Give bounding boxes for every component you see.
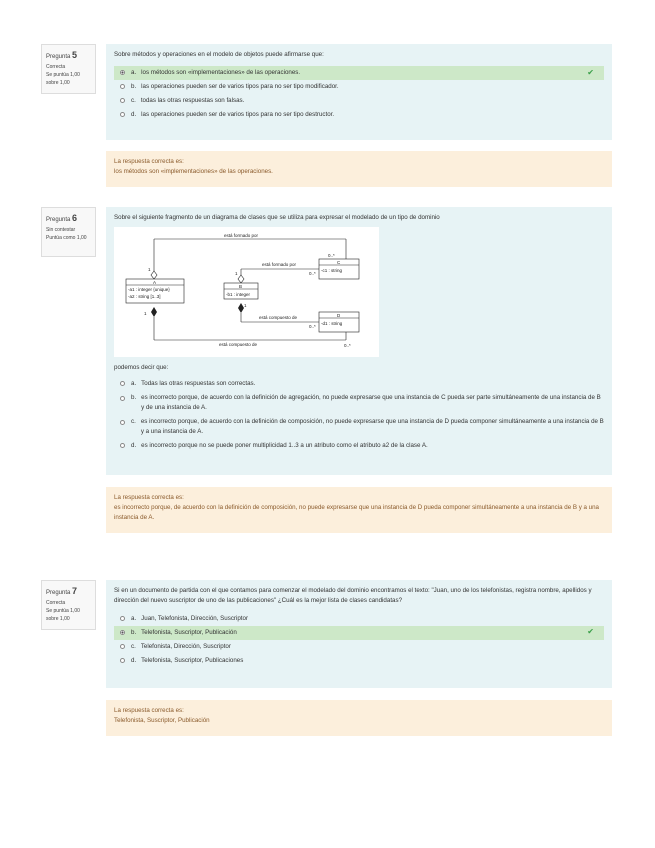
class-a-attr1: -a1 : integer {unique} xyxy=(128,286,170,292)
question-content-7 xyxy=(106,580,612,688)
answer-option-c[interactable]: c. es incorrecto porque, de acuerdo con la definición de composición, no puede expresarse que una instancia de D pueda componer simultáneamente a una instancia de B y a una instancia de A. xyxy=(114,415,604,439)
question-subtext: podemos decir que: xyxy=(114,363,169,371)
answer-option-d[interactable]: d. Telefonista, Suscriptor, Publicaciones xyxy=(114,654,604,668)
radio-icon[interactable] xyxy=(120,644,125,649)
class-c-name: C xyxy=(337,259,341,265)
feedback-5 xyxy=(106,151,612,187)
radio-icon[interactable] xyxy=(120,98,125,103)
radio-selected-icon[interactable] xyxy=(120,70,125,75)
composition-diamond-a xyxy=(151,307,157,317)
mult-top-one: 1 xyxy=(148,266,151,272)
radio-icon[interactable] xyxy=(120,616,125,621)
answer-option-b[interactable]: b. Telefonista, Suscriptor, Publicación ✔ xyxy=(114,626,604,640)
radio-icon[interactable] xyxy=(120,84,125,89)
radio-selected-icon[interactable] xyxy=(120,630,125,635)
question-text: Sobre el siguiente fragmento de un diagrama de clases que se utiliza para expresar el modelado de un tipo de dominio xyxy=(114,214,440,221)
mult-mid-one: 1 xyxy=(235,270,238,276)
answer-option-a[interactable]: a. Juan, Telefonista, Dirección, Suscriptor xyxy=(114,612,604,626)
feedback-6 xyxy=(106,487,612,533)
question-status: Correcta xyxy=(46,63,66,70)
mult-low-many: 0..* xyxy=(309,323,316,329)
relation-label-low: está compuesto de xyxy=(259,314,298,320)
question-number: Pregunta 6 xyxy=(46,213,78,223)
question-info-6 xyxy=(41,207,96,257)
answer-option-b[interactable]: b. las operaciones pueden ser de varios tipos para no ser tipo modificador. xyxy=(114,80,604,94)
answer-option-c[interactable]: c. todas las otras respuestas son falsas. xyxy=(114,94,604,108)
feedback-text: los métodos son «implementaciones» de las operaciones. xyxy=(114,167,273,175)
checkmark-icon: ✔ xyxy=(587,627,594,637)
feedback-text: Telefonista, Suscriptor, Publicación xyxy=(114,716,210,724)
class-diagram xyxy=(114,227,379,357)
answer-option-c[interactable]: c. Telefonista, Dirección, Suscriptor xyxy=(114,640,604,654)
question-info-7 xyxy=(41,580,96,630)
feedback-7 xyxy=(106,700,612,736)
question-text: Si en un documento de partida con el que contamos para comenzar el modelado del dominio encontramos el texto: "Juan, uno de los telefonistas, registra nombre, apellidos y dirección del nuevo suscriptor de uno de las publicaciones" ¿Cuál es la mejor lista de clases candidatas? xyxy=(114,587,592,604)
feedback-text: es incorrecto porque, de acuerdo con la definición de composición, no puede expresarse que una instancia de D pueda componer simultáneamente a una instancia de B y a una instancia de A. xyxy=(114,503,599,521)
radio-icon[interactable] xyxy=(120,381,125,386)
class-a-attr2: -a2 : string [1..3] xyxy=(128,293,161,299)
radio-icon[interactable] xyxy=(120,396,125,401)
class-b-name: B xyxy=(239,283,243,289)
aggregation-diamond-a xyxy=(151,271,157,279)
mult-mid-many: 0..* xyxy=(309,270,316,276)
class-c-attr: -c1 : string xyxy=(321,267,343,273)
mult-low-one-b: 1 xyxy=(244,302,247,308)
relation-label-top: está formado por xyxy=(224,232,259,238)
question-score: Puntúa como 1,00 xyxy=(46,234,87,241)
feedback-title: La respuesta correcta es: xyxy=(114,494,184,501)
question-number: Pregunta 7 xyxy=(46,586,78,596)
feedback-title: La respuesta correcta es: xyxy=(114,707,184,714)
question-status: Sin contestar xyxy=(46,226,76,233)
radio-icon[interactable] xyxy=(120,112,125,117)
relation-label-mid: está formado por xyxy=(262,261,297,267)
question-number: Pregunta 5 xyxy=(46,50,78,60)
question-info-5 xyxy=(41,44,96,94)
answer-option-d[interactable]: d. las operaciones pueden ser de varios tipos para no ser tipo destructor. xyxy=(114,108,604,122)
mult-bottom-many: 0..* xyxy=(344,342,351,348)
radio-icon[interactable] xyxy=(120,420,125,425)
question-score: Se puntúa 1,00 sobre 1,00 xyxy=(46,607,80,622)
class-d-name: D xyxy=(337,312,341,318)
answer-option-d[interactable]: d. es incorrecto porque no se puede poner multiplicidad 1..3 a un atributo como el atributo a2 de la clase A. xyxy=(114,439,604,453)
answer-option-a[interactable]: a. Todas las otras respuestas son correctas. xyxy=(114,377,604,391)
mult-top-many: 0..* xyxy=(328,252,335,258)
answer-option-b[interactable]: b. es incorrecto porque, de acuerdo con la definición de agregación, no puede expresarse que una instancia de C pueda ser parte simultáneamente de una instancia de B y de una instancia de A. xyxy=(114,391,604,415)
question-status: Correcta xyxy=(46,599,66,606)
question-text: Sobre métodos y operaciones en el modelo de objetos puede afirmarse que: xyxy=(114,51,324,58)
class-d-attr: -d1 : string xyxy=(321,320,343,326)
checkmark-icon: ✔ xyxy=(587,67,594,77)
question-content-5 xyxy=(106,44,612,140)
mult-low-one-a: 1 xyxy=(144,310,147,316)
relation-label-bottom: está compuesto de xyxy=(219,341,258,347)
answer-option-a[interactable]: a. los métodos son «implementaciones» de las operaciones. ✔ xyxy=(114,66,604,80)
radio-icon[interactable] xyxy=(120,443,125,448)
feedback-title: La respuesta correcta es: xyxy=(114,158,184,165)
class-b-attr: -b1 : integer xyxy=(226,291,251,297)
radio-icon[interactable] xyxy=(120,658,125,663)
question-score: Se puntúa 1,00 sobre 1,00 xyxy=(46,71,80,86)
class-a-name: A xyxy=(153,279,157,285)
aggregation-diamond-b xyxy=(238,275,244,283)
question-content-6 xyxy=(106,207,612,475)
